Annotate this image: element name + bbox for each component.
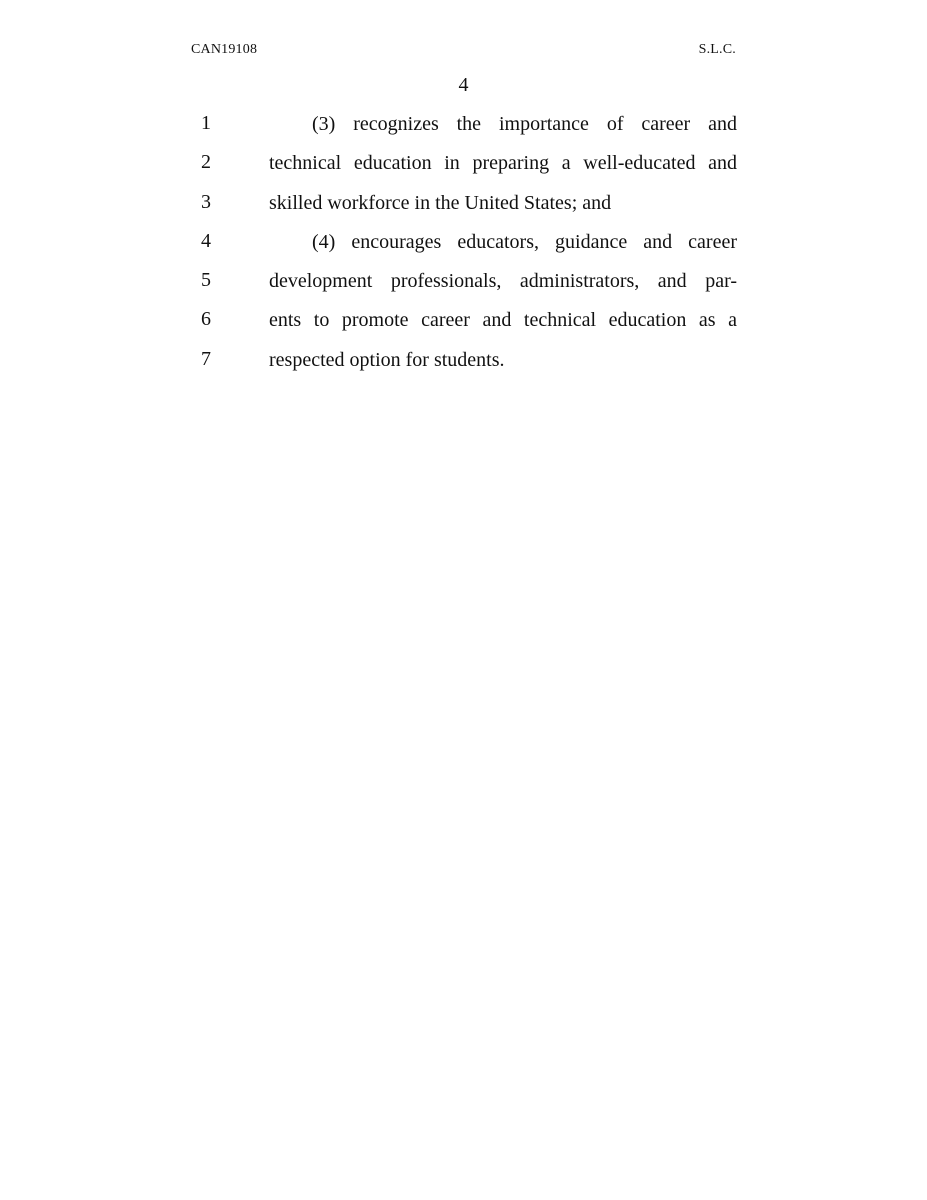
text-line: [0, 304, 927, 343]
office-code: S.L.C.: [698, 42, 736, 57]
line-text: (3) recognizes the importance of career and: [312, 113, 737, 135]
text-line: [0, 108, 927, 147]
line-number: 6: [201, 308, 211, 331]
line-text: ents to promote career and technical education as a: [269, 309, 737, 332]
text-line: [0, 187, 927, 226]
line-number: 1: [201, 112, 211, 134]
line-number: 4: [201, 229, 211, 252]
line-text: respected option for students.: [269, 348, 505, 371]
text-line: [0, 265, 927, 304]
line-text: (4) encourages educators, guidance and career: [312, 230, 737, 253]
bill-text: [0, 108, 927, 383]
line-number: 5: [201, 269, 211, 292]
text-line: [0, 226, 927, 265]
line-number: 2: [201, 151, 211, 174]
text-line: [0, 147, 927, 186]
line-text: technical education in preparing a well-educated and: [269, 152, 737, 175]
line-number: 7: [201, 347, 211, 370]
line-text: skilled workforce in the United States; and: [269, 191, 612, 214]
page-number: 4: [458, 74, 469, 96]
line-text: development professionals, administrators, and par-: [269, 270, 737, 293]
line-number: 3: [201, 190, 211, 213]
document-id: CAN19108: [191, 42, 258, 57]
text-line: [0, 344, 927, 383]
